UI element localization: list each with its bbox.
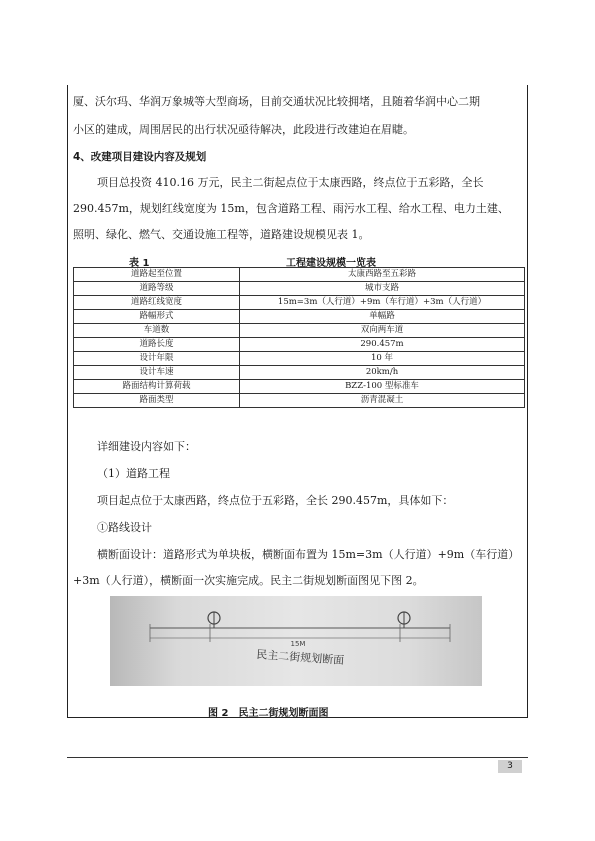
table-row (74, 352, 525, 366)
row-label: 道路长度 (74, 338, 240, 352)
paragraph-line: 照明、绿化、燃气、交通设施工程等，道路建设规模见表 1。 (73, 228, 370, 241)
row-value: BZZ-100 型标准车 (240, 380, 525, 394)
table-row (74, 366, 525, 380)
row-label: 道路等级 (74, 282, 240, 296)
row-label: 道路起至位置 (74, 268, 240, 282)
row-label: 路面结构计算荷载 (74, 380, 240, 394)
table-row (74, 394, 525, 408)
row-label: 路面类型 (74, 394, 240, 408)
table-row (74, 380, 525, 394)
paragraph-line: 厦、沃尔玛、华润万象城等大型商场，目前交通状况比较拥堵，且随着华润中心二期 (73, 95, 480, 108)
table-row (74, 268, 525, 282)
paragraph-line: 横断面设计：道路形式为单块板，横断面布置为 15m=3m（人行道）+9m（车行道） (97, 548, 520, 561)
row-value: 10 年 (240, 352, 525, 366)
row-label: 路幅形式 (74, 310, 240, 324)
footer-divider (67, 757, 528, 758)
table-row (74, 282, 525, 296)
figure-caption: 图 2 民主二街规划断面图 (208, 708, 329, 719)
subheading: （1）道路工程 (97, 467, 170, 480)
row-label: 设计年限 (74, 352, 240, 366)
paragraph-line: +3m（人行道），横断面一次实施完成。民主二街规划断面图见下图 2。 (73, 574, 424, 587)
cross-section-photo (110, 596, 482, 686)
table-caption (73, 254, 525, 269)
section-heading: 4、改建项目建设内容及规划 (73, 151, 207, 163)
row-label: 设计车速 (74, 366, 240, 380)
row-value: 290.457m (240, 338, 525, 352)
table-row (74, 310, 525, 324)
table-number: 表 1 (129, 258, 150, 269)
row-value: 单幅路 (240, 310, 525, 324)
table-row (74, 338, 525, 352)
paragraph-line: 详细建设内容如下： (97, 440, 196, 453)
dimension-label: 15M (290, 640, 306, 648)
row-value: 20km/h (240, 366, 525, 380)
table-row (74, 324, 525, 338)
paragraph-line: 项目起点位于太康西路，终点位于五彩路，全长 290.457m，具体如下： (97, 494, 454, 507)
row-label: 道路红线宽度 (74, 296, 240, 310)
page-number: 3 (498, 760, 522, 773)
table-title: 工程建设规模一览表 (286, 258, 376, 269)
paragraph-line: 项目总投资 410.16 万元，民主二街起点位于太康西路，终点位于五彩路，全长 (97, 176, 484, 189)
row-value: 太康西路至五彩路 (240, 268, 525, 282)
row-value: 沥青混凝土 (240, 394, 525, 408)
row-value: 城市支路 (240, 282, 525, 296)
sketch-label: 民主二街规划断面 (255, 647, 345, 668)
subheading: ①路线设计 (97, 521, 152, 534)
spec-table (73, 267, 525, 408)
table-row (74, 296, 525, 310)
row-value: 双向两车道 (240, 324, 525, 338)
row-label: 车道数 (74, 324, 240, 338)
cross-section-sketch (110, 596, 482, 686)
paragraph-line: 小区的建成，周围居民的出行状况亟待解决，此段进行改建迫在眉睫。 (73, 123, 414, 136)
row-value: 15m=3m（人行道）+9m（车行道）+3m（人行道） (240, 296, 525, 310)
paragraph-line: 290.457m，规划红线宽度为 15m，包含道路工程、雨污水工程、给水工程、电力土建、 (73, 202, 509, 215)
